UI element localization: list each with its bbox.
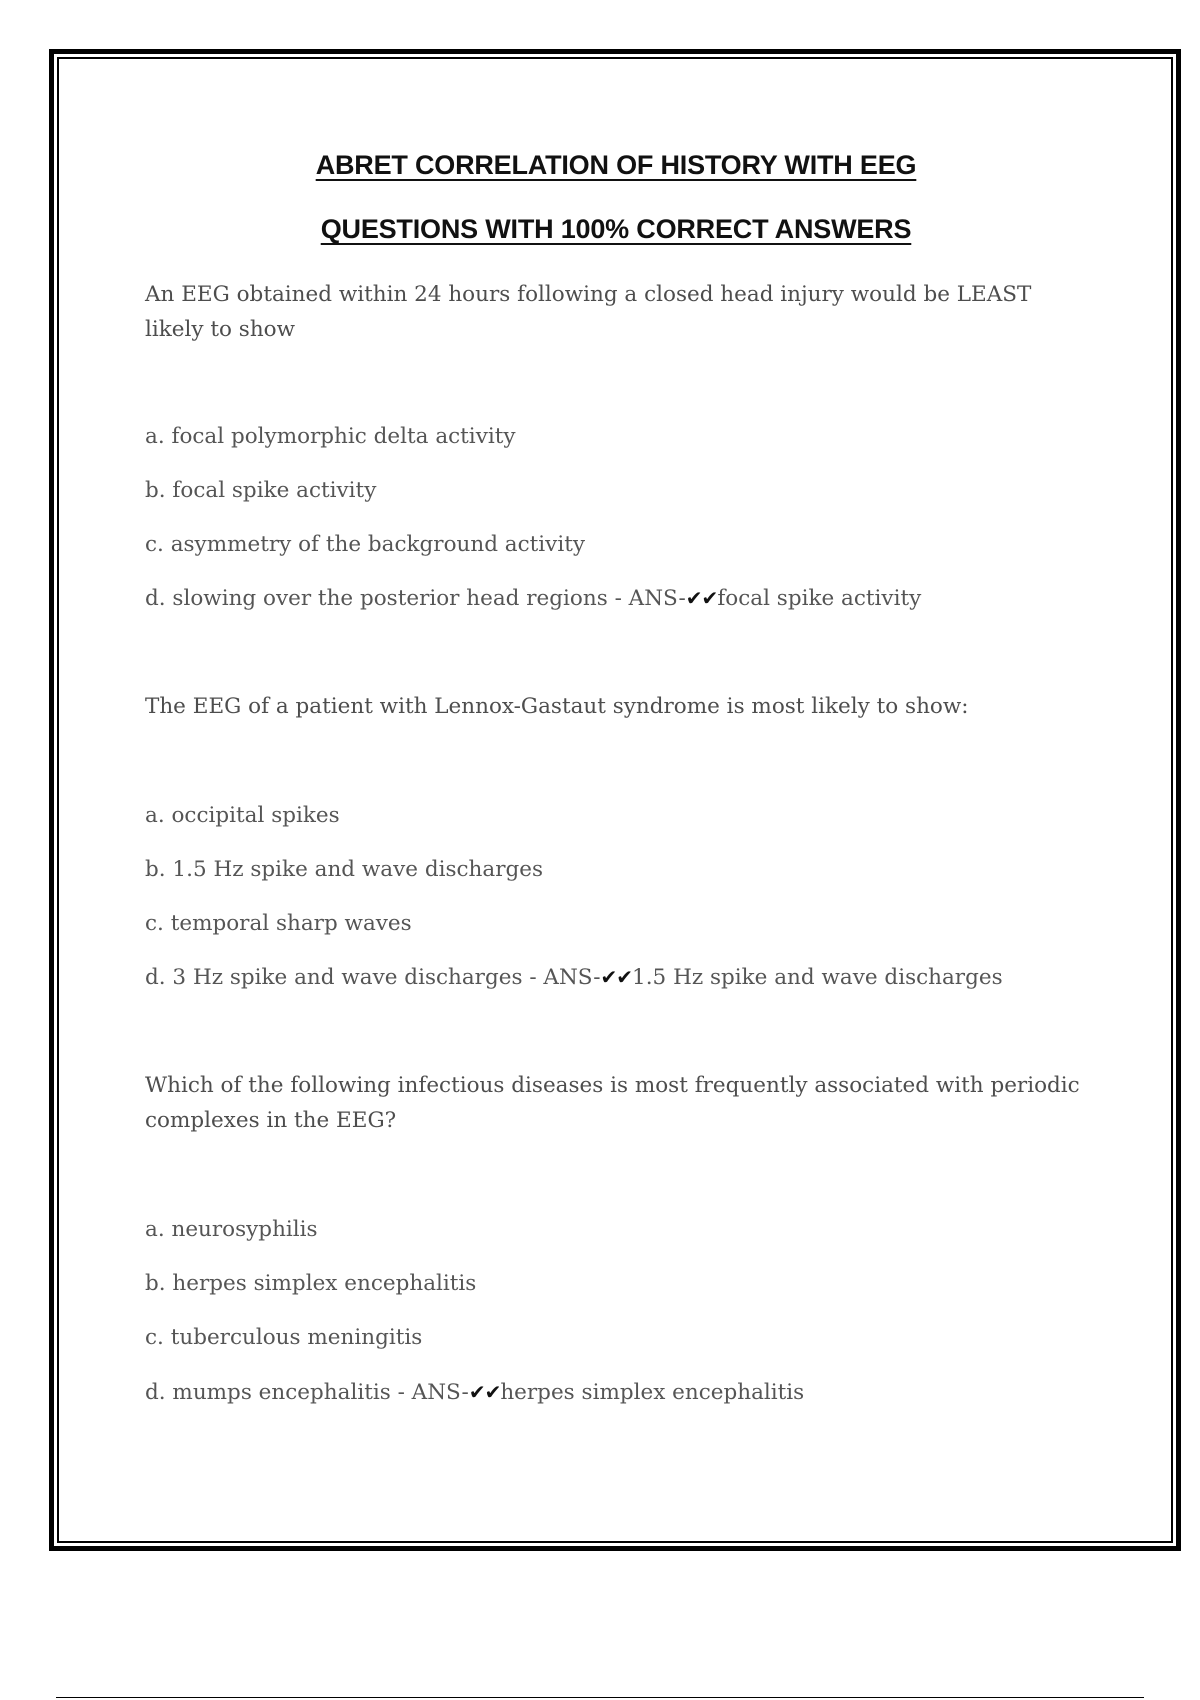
question-1-option-c: c. asymmetry of the background activity (145, 532, 585, 557)
question-1-option-b: b. focal spike activity (145, 478, 377, 503)
question-3-option-b: b. herpes simplex encephalitis (145, 1271, 477, 1296)
check-mark-icon: ✔✔ (600, 965, 633, 989)
question-2-option-d-with-answer (145, 960, 1085, 995)
check-mark-icon: ✔✔ (685, 586, 718, 610)
question-2-prompt: The EEG of a patient with Lennox-Gastaut syndrome is most likely to show: (145, 694, 969, 719)
question-1-answer: focal spike activity (717, 586, 922, 611)
question-2-answer: 1.5 Hz spike and wave discharges (632, 965, 1003, 990)
check-mark-icon: ✔✔ (468, 1380, 501, 1404)
question-1-option-d: d. slowing over the posterior head regions - ANS- (145, 586, 686, 611)
question-3-option-d: d. mumps encephalitis - ANS- (145, 1380, 469, 1405)
question-2-option-d: d. 3 Hz spike and wave discharges - ANS- (145, 965, 601, 990)
footer-divider (56, 1697, 1144, 1698)
question-1-option-d-with-answer (145, 581, 1085, 616)
question-3-option-d-with-answer (145, 1375, 1085, 1410)
document-title-line-2: QUESTIONS WITH 100% CORRECT ANSWERS (320, 214, 912, 244)
question-3-prompt: Which of the following infectious diseases is most frequently associated with periodic complexes in the EEG? (145, 1073, 1087, 1133)
document-title-line-1: ABRET CORRELATION OF HISTORY WITH EEG (315, 150, 917, 180)
question-2-option-c: c. temporal sharp waves (145, 911, 412, 936)
question-1-prompt: An EEG obtained within 24 hours following a closed head injury would be LEAST likely to show (145, 282, 1039, 342)
question-3-option-c: c. tuberculous meningitis (145, 1325, 423, 1350)
question-2-option-a: a. occipital spikes (145, 803, 340, 828)
question-3-option-a: a. neurosyphilis (145, 1217, 318, 1242)
question-1-option-a: a. focal polymorphic delta activity (145, 424, 516, 449)
question-3-answer: herpes simplex encephalitis (500, 1380, 805, 1405)
question-2-option-b: b. 1.5 Hz spike and wave discharges (145, 857, 543, 882)
